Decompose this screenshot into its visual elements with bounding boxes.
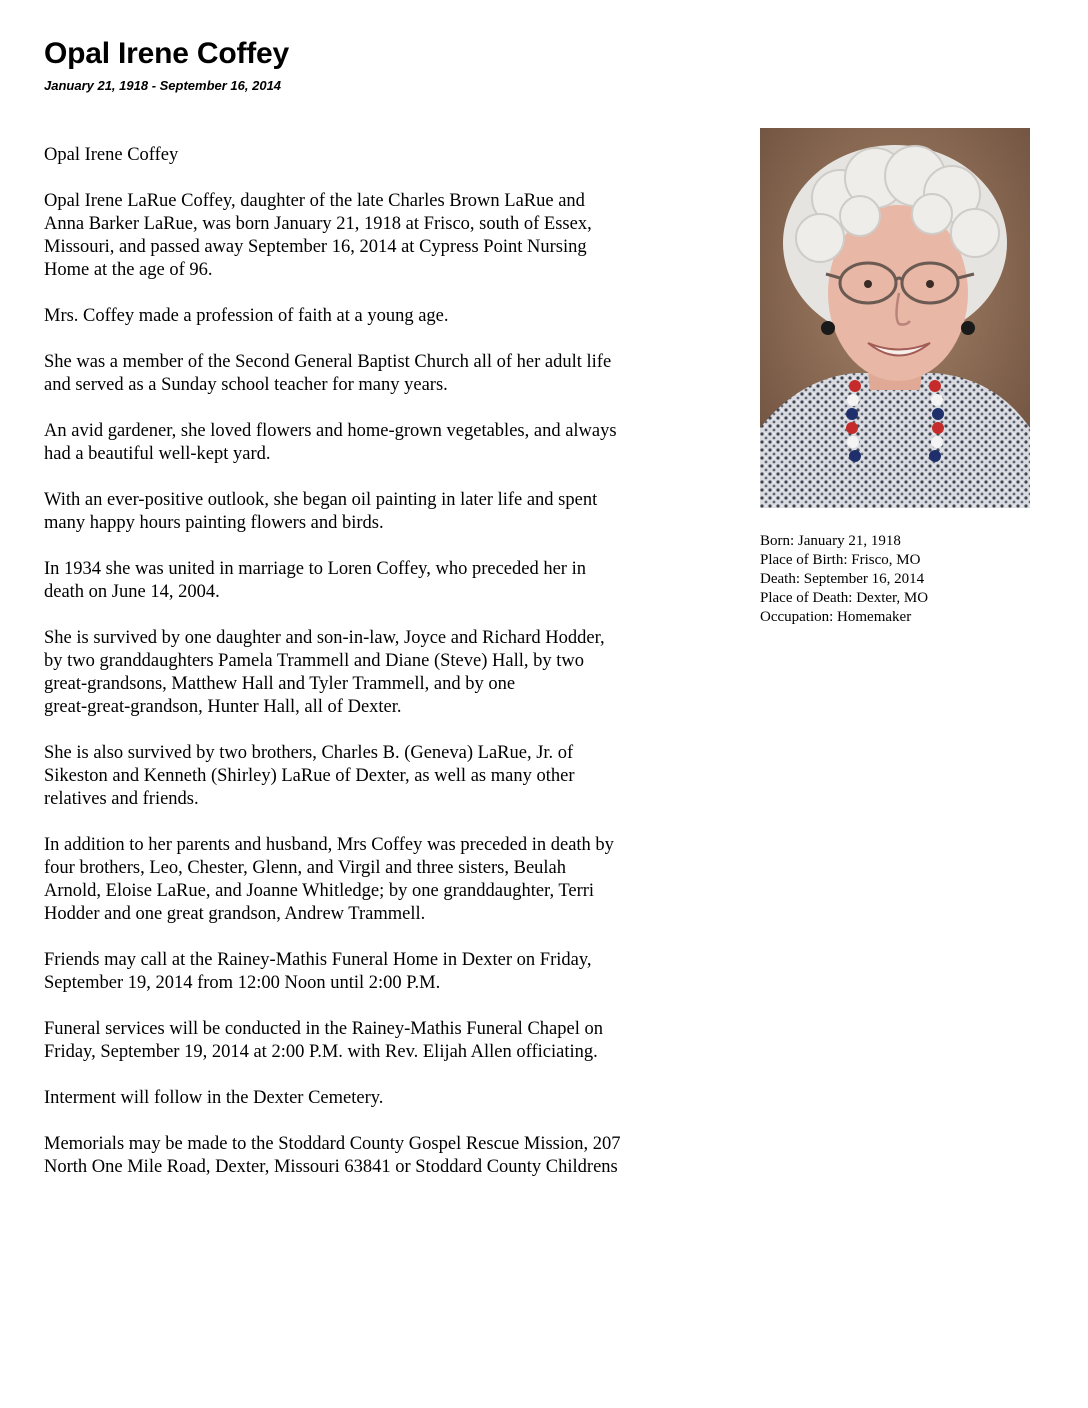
birth-place: Place of Birth: Frisco, MO (760, 552, 921, 568)
paragraph: She is survived by one daughter and son-in-law, Joyce and Richard Hodder, by two granddaughters Pamela Trammell and Diane (Steve) Hall, by two great-grandsons, Matthew Hall and Tyler Trammell, and by one great-great-grandson, Hunter Hall, all of Dexter. (44, 628, 605, 717)
paragraph: Funeral services will be conducted in the Rainey-Mathis Funeral Chapel on Friday, September 19, 2014 at 2:00 P.M. with Rev. Elijah Allen officiating. (44, 1019, 603, 1062)
obituary-body (44, 144, 724, 1202)
paragraph: Interment will follow in the Dexter Cemetery. (44, 1088, 384, 1108)
birth-date: Born: January 21, 1918 (760, 533, 901, 549)
paragraph: With an ever-positive outlook, she began oil painting in later life and spent many happy hours painting flowers and birds. (44, 490, 598, 533)
death-date: Death: September 16, 2014 (760, 571, 925, 587)
paragraph: Memorials may be made to the Stoddard County Gospel Rescue Mission, 207 North One Mile Road, Dexter, Missouri 63841 or Stoddard County Childrens (44, 1134, 621, 1177)
paragraph: An avid gardener, she loved flowers and home-grown vegetables, and always had a beautiful well-kept yard. (44, 421, 617, 464)
paragraph: In addition to her parents and husband, Mrs Coffey was preceded in death by four brothers, Leo, Chester, Glenn, and Virgil and three sisters, Beulah Arnold, Eloise LaRue, and Joanne Whitledge; by one granddaughter, Terri Hodder and one great grandson, Andrew Trammell. (44, 835, 614, 924)
portrait-illustration (760, 128, 1030, 508)
page-title: Opal Irene Coffey (44, 37, 289, 70)
obituary-header (44, 36, 289, 94)
paragraph: Opal Irene LaRue Coffey, daughter of the late Charles Brown LaRue and Anna Barker LaRue, was born January 21, 1918 at Frisco, south of Essex, Missouri, and passed away September 16, 2014 at Cypress Point Nursing Home at the age of 96. (44, 191, 592, 280)
life-dates: January 21, 1918 - September 16, 2014 (44, 78, 282, 93)
paragraph: Mrs. Coffey made a profession of faith at a young age. (44, 306, 449, 326)
occupation: Occupation: Homemaker (760, 609, 912, 625)
paragraph: She is also survived by two brothers, Charles B. (Geneva) LaRue, Jr. of Sikeston and Kenneth (Shirley) LaRue of Dexter, as well as many other relatives and friends. (44, 743, 575, 809)
portrait-photo (760, 128, 1030, 508)
paragraph: In 1934 she was united in marriage to Loren Coffey, who preceded her in death on June 14, 2004. (44, 559, 586, 602)
vital-details (760, 532, 928, 627)
paragraph: Opal Irene Coffey (44, 145, 179, 165)
paragraph: Friends may call at the Rainey-Mathis Funeral Home in Dexter on Friday, September 19, 2014 from 12:00 Noon until 2:00 P.M. (44, 950, 592, 993)
paragraph: She was a member of the Second General Baptist Church all of her adult life and served as a Sunday school teacher for many years. (44, 352, 612, 395)
death-place: Place of Death: Dexter, MO (760, 590, 929, 606)
